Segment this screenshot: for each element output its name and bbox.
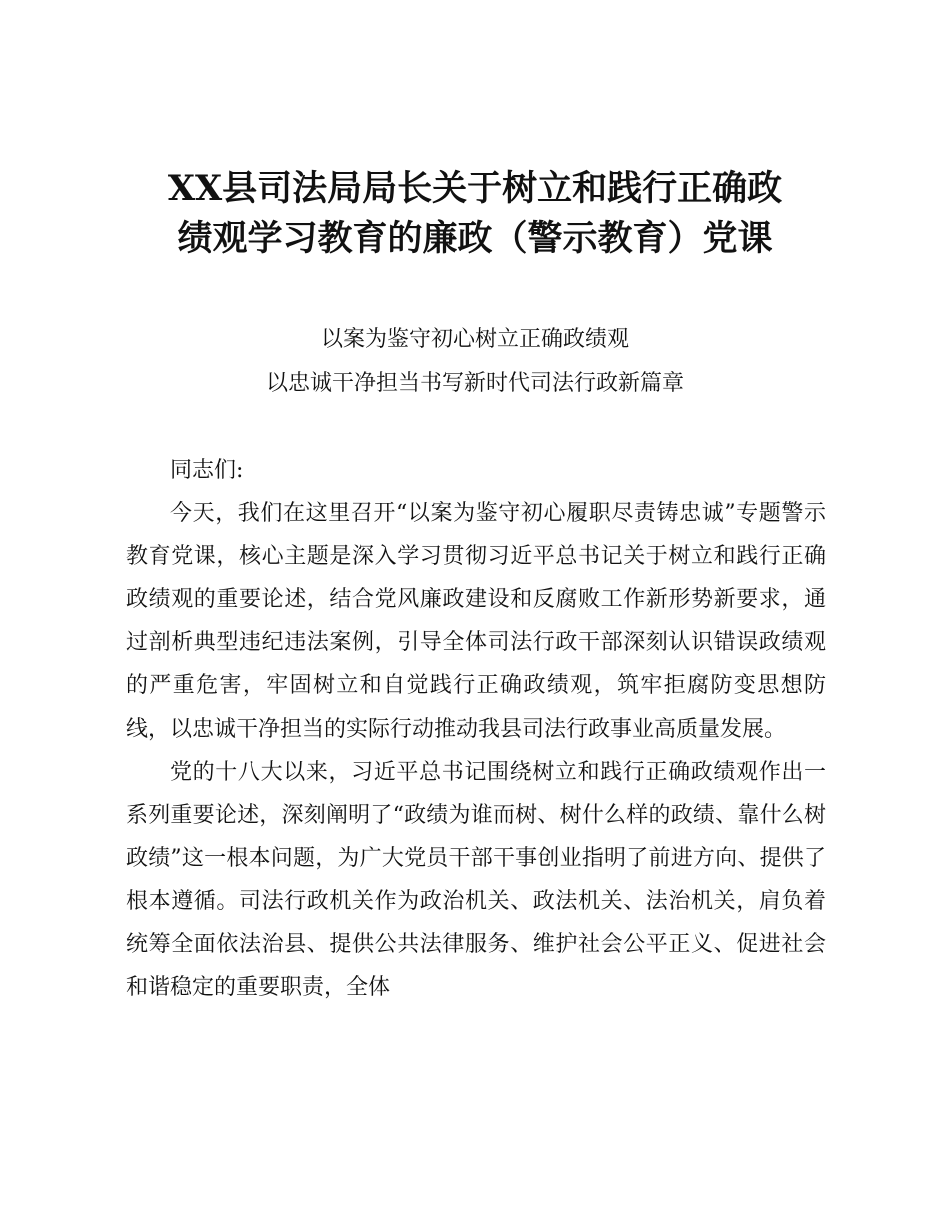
- title-line-2: 绩观学习教育的廉政（警示教育）党课: [177, 218, 773, 259]
- subtitle-line-1: 以案为鉴守初心树立正确政绩观: [320, 327, 629, 352]
- document-title: [80, 164, 870, 264]
- paragraph-2: 党的十八大以来，习近平总书记围绕树立和践行正确政绩观作出一系列重要论述，深刻阐明了“政绩为谁而树、树什么样的政绩、靠什么树政绩”这一根本问题，为广大党员干部干事创业指明了前进方向、提供了根本遵循。司法行政机关作为政治机关、政法机关、法治机关，肩负着统筹全面依法治县、提供公共法律服务、维护社会公平正义、促进社会和谐稳定的重要职责，全体: [126, 759, 826, 1001]
- paragraph-1: 今天，我们在这里召开“以案为鉴守初心履职尽责铸忠诚”专题警示教育党课，核心主题是深入学习贯彻习近平总书记关于树立和践行正确政绩观的重要论述，结合党风廉政建设和反腐败工作新形势新要求，通过剖析典型违纪违法案例，引导全体司法行政干部深刻认识错误政绩观的严重危害，牢固树立和自觉践行正确政绩观，筑牢拒腐防变思想防线，以忠诚干净担当的实际行动推动我县司法行政事业高质量发展。: [126, 501, 826, 742]
- subtitle-line-2: 以忠诚干净担当书写新时代司法行政新篇章: [265, 371, 684, 396]
- document-subtitle: [80, 318, 870, 406]
- document-body: [126, 449, 826, 1009]
- title-line-1: XX县司法局局长关于树立和践行正确政: [167, 168, 783, 209]
- salutation: 同志们:: [170, 458, 244, 483]
